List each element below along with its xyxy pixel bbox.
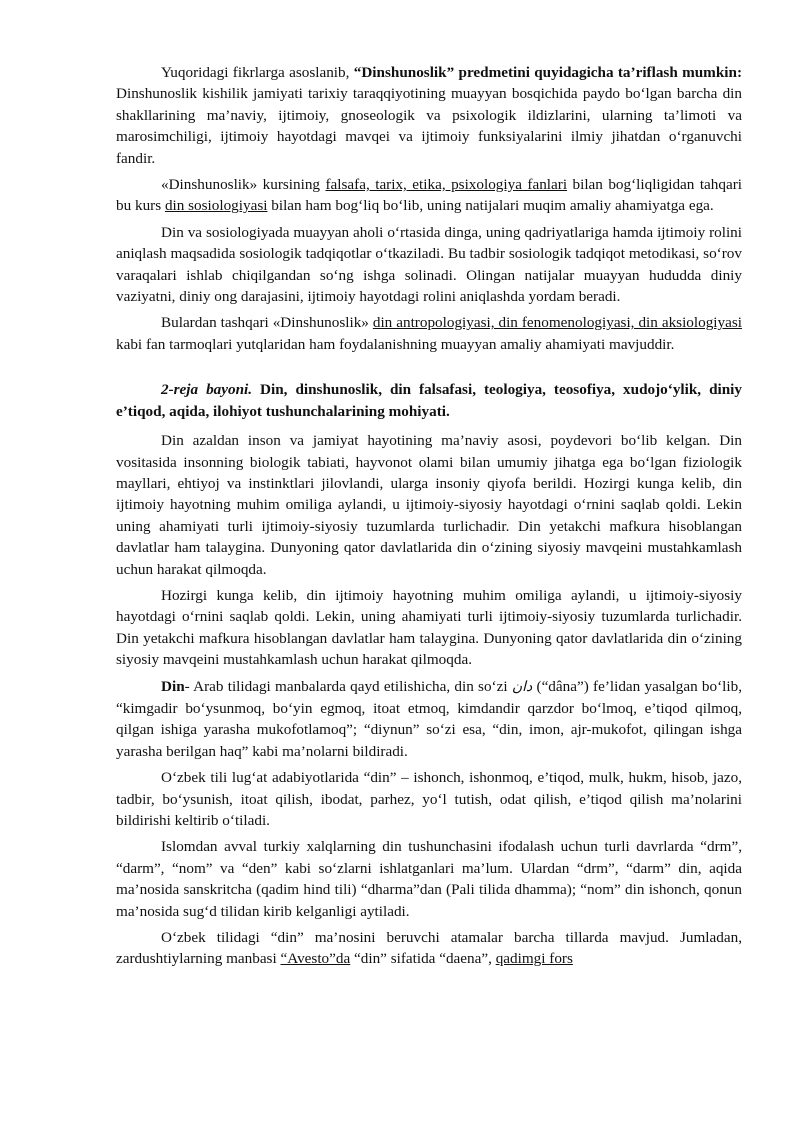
arabic-word: دان	[511, 678, 533, 695]
paragraph-turkic-terms: Islomdan avval turkiy xalqlarning din tushunchasini ifodalash uchun turli davrlarda “drm”, “darm”, “nom” va “den” kabi so‘zlarni ishlatganlari ma’lum. Ulardan “drm”, “darm” din, aqida ma’nosida sanskritcha (qadim hind tili) “dharma”dan (Pali tilida dhamma); “nom” din ishonch, qonun ma’nosida sug‘d tilidan kirib kelganligi aytiladi.	[116, 838, 742, 920]
underlined-avesto: “Avesto”da	[280, 950, 351, 968]
section-heading	[116, 379, 742, 422]
heading-text: Din, dinshunoslik, din falsafasi, teologiya, teosofiya, xudojo‘ylik, diniy e’tiqod, aqida, ilohiyot tushunchalarining mohiyati.	[116, 381, 742, 420]
text: - Arab tilidagi manbalarda qayd etilishicha, din so‘zi	[184, 677, 512, 695]
paragraph-subject-definition	[116, 62, 742, 169]
text: «Dinshunoslik» kursining	[161, 176, 326, 194]
paragraph-terms-all-languages	[116, 927, 742, 970]
text: Yuqoridagi fikrlarga asoslanib,	[161, 64, 354, 81]
underlined-subjects: falsafa, tarix, etika, psixologiya fanlari	[325, 176, 568, 194]
text: “din” sifatida “daena”,	[350, 950, 496, 968]
text: O‘zbek tilidagi “din” ma’nosini beruvchi atamalar barcha tillarda mavjud. Jumladan, zardushtiylarning manbasi	[116, 929, 742, 968]
definition-bold: “Dinshunoslik” predmetini quyidagicha ta’riflash mumkin:	[353, 64, 742, 81]
underlined-branches: din antropologiyasi, din fenomenologiyasi, din aksiologiyasi	[372, 314, 742, 332]
text: (“dâna”) fe’lidan yasalgan bo‘lib, “kimgadir bo‘ysunmoq, bo‘yin egmoq, itoat etmoq, kimdandir qarzdor bo‘lmoq, e’tiqod qilmoq, qilgan ishiga yarasha mukofotlamoq”; “diynun” so‘zi esa, “din, imon, ajr-mukofot, qilingan ishga yarasha berilgan haq” kabi ma’nolarni bildiradi.	[116, 677, 742, 760]
text: kabi fan tarmoqlari yutqlaridan ham foydalanishning muayyan amaliy ahamiyati mavjuddir.	[116, 335, 675, 353]
text: Bulardan tashqari «Dinshunoslik»	[161, 314, 373, 332]
document-page	[116, 62, 742, 975]
text: bilan bog‘liqligidan tahqari bu kurs	[116, 176, 743, 215]
term-din: Din	[161, 677, 185, 695]
paragraph-sociology: Din va sosiologiyada muayyan aholi o‘rtasida dinga, uning qadriyatlariga hamda ijtimoiy rolini aniqlash maqsadida sosiologik tadqiqotlar o‘tkaziladi. Bu tadbir sosiologik tadqiqot metodikasi, so‘rov varaqalari ishlab chiqilgandan so‘ng ishga solinadi. Olingan natijalar muayyan hududda diniy vaziyatni, diniy ong darajasini, ijtimoiy hayotdagi rolini aniqlashda yordam beradi.	[116, 223, 742, 306]
underlined-old-persian: qadimgi fors	[495, 950, 573, 968]
paragraph-religion-today: Hozirgi kunga kelib, din ijtimoiy hayotning muhim omiliga aylandi, u ijtimoiy-siyosiy hayotdagi o‘rnini saqlab qoldi. Lekin, uning ahamiyati turli ijtimoiy-siyosiy tuzumlarda turlichadir. Din yetakchi mafkura hisoblangan davlatlar ham talaygina. Dunyoning qator davlatlarida din o‘zining siyosiy mavqeini mustahkamlash uchun harakat qilmoqda.	[116, 586, 742, 669]
text: Dinshunoslik kishilik jamiyati tarixiy taraqqiyotining muayyan bosqichida paydo bo‘lgan barcha din shakllarining ma’naviy, ijtimoiy, gnoseologik va psixologik ildizlarini, ularning ta’limoti va marosimchiligi, ijtimoiy hayotdagi mavqei va ijtimoiy funksiyalarini ilmiy jihatdan o‘rganuvchi fandir.	[116, 85, 742, 167]
paragraph-uzbek-dictionary: O‘zbek tili lug‘at adabiyotlarida “din” – ishonch, ishonmoq, e’tiqod, mulk, hukm, hisob, jazo, tadbir, bo‘ysunish, itoat qilish, ibodat, parhez, yo‘l tutish, odat qilish, e’tiqod qilish ma’nolarini bildirishi keltirib o‘tiladi.	[116, 769, 742, 829]
underlined-sociology: din sosiologiyasi	[164, 197, 268, 215]
paragraph-din-etymology	[116, 676, 742, 763]
text: bilan ham bog‘liq bo‘lib, uning natijalari muqim amaliy ahamiyatga ega.	[267, 197, 714, 215]
paragraph-religion-basis: Din azaldan inson va jamiyat hayotining ma’naviy asosi, poydevori bo‘lib kelgan. Din vositasida insonning biologik tabiati, hayvonot olami bilan umumiy jihatga ega bo‘lgan fiziologik mayllari, ehtiyoj va instinktlari jilovlandi, ularga insoniy qiyofa berildi. Hozirgi kunga kelib, din ijtimoiy hayotning muhim omiliga aylandi, u ijtimoiy-siyosiy hayotdagi o‘rnini saqlab qoldi. Lekin uning ahamiyati turli ijtimoiy-siyosiy tuzumlarda turlichadir. Din yetakchi mafkura hisoblangan davlatlar ham talaygina. Dunyoning qator davlatlarida din o‘zining siyosiy mavqeini mustahkamlash uchun harakat qilmoqda.	[116, 432, 742, 578]
heading-lead: 2-reja bayoni.	[161, 381, 253, 399]
paragraph-course-relations	[116, 174, 742, 217]
paragraph-other-branches	[116, 312, 742, 355]
